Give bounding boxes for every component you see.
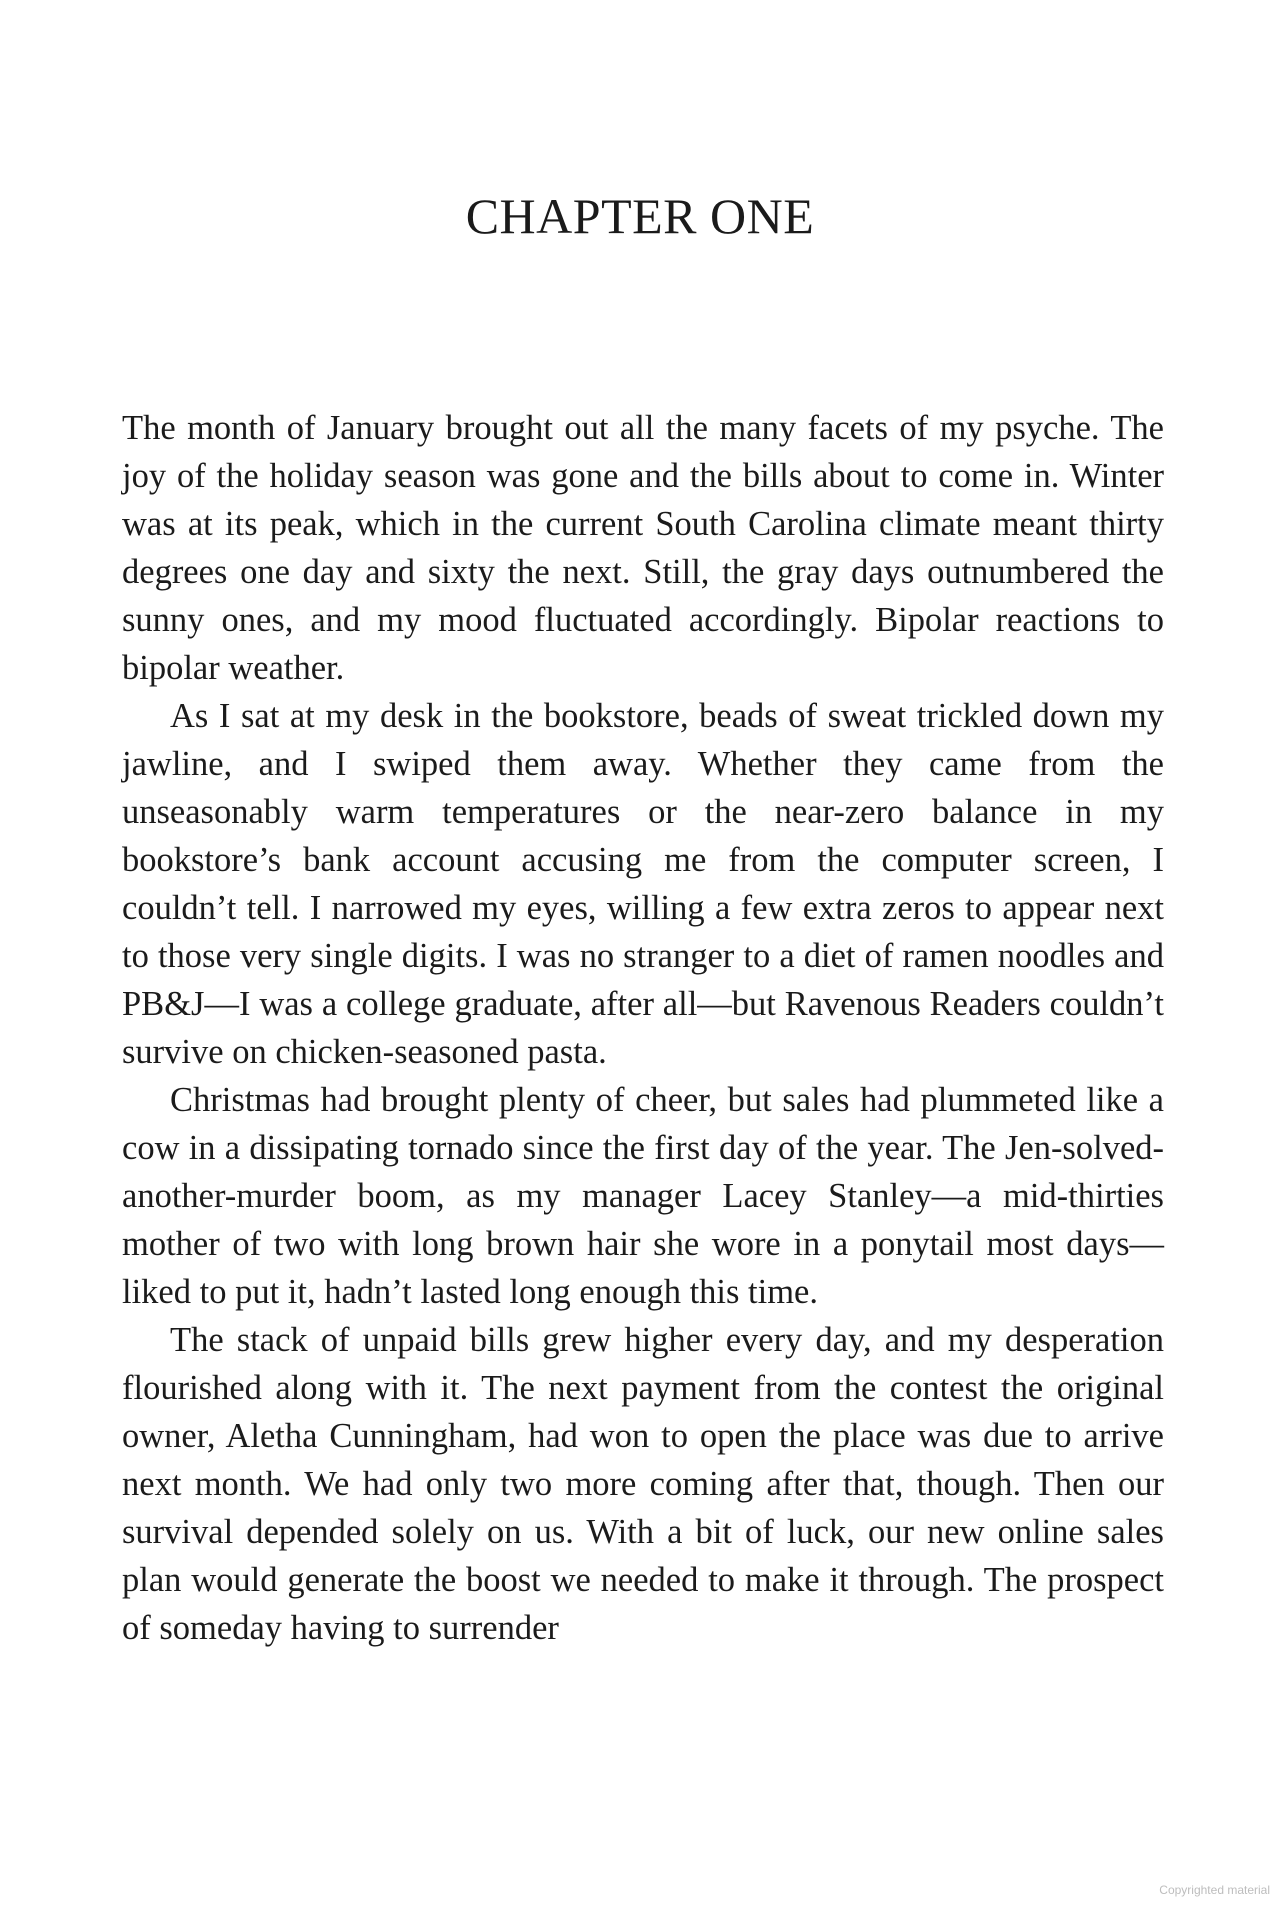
paragraph-1: The month of January brought out all the many facets of my psyche. The joy of the holiday season was gone and the bills about to come in. Winter was at its peak, which in the current South Carolina climate meant thirty degrees one day and sixty the next. Still, the gray days outnumbered the sunny ones, and my mood fluctuated accordingly. Bipolar reactions to bipolar weather. [122, 409, 1164, 687]
paragraph-4: The stack of unpaid bills grew higher every day, and my desperation flourished along with it. The next payment from the contest the original owner, Aletha Cunningham, had won to open the place was due to arrive next month. We had only two more coming after that, though. Then our survival depended solely on us. With a bit of luck, our new online sales plan would generate the boost we needed to make it through. The prospect of someday having to surrender [122, 1321, 1164, 1647]
paragraph-3: Christmas had brought plenty of cheer, but sales had plummeted like a cow in a dissipating tornado since the first day of the year. The Jen-solved-another-murder boom, as my manager Lacey Stanley—a mid-thirties mother of two with long brown hair she wore in a ponytail most days—liked to put it, hadn’t lasted long enough this time. [122, 1081, 1164, 1311]
paragraph-2: As I sat at my desk in the bookstore, beads of sweat trickled down my jawline, and I swiped them away. Whether they came from the unseasonably warm temperatures or the near-zero balance in my bookstore’s bank account accusing me from the computer screen, I couldn’t tell. I narrowed my eyes, willing a few extra zeros to appear next to those very single digits. I was no stranger to a diet of ramen noodles and PB&J—I was a college graduate, after all—but Ravenous Readers couldn’t survive on chicken-seasoned pasta. [122, 697, 1164, 1071]
body-text [122, 404, 1164, 1652]
copyright-watermark: Copyrighted material [1159, 1883, 1270, 1897]
chapter-title: CHAPTER ONE [465, 188, 815, 244]
